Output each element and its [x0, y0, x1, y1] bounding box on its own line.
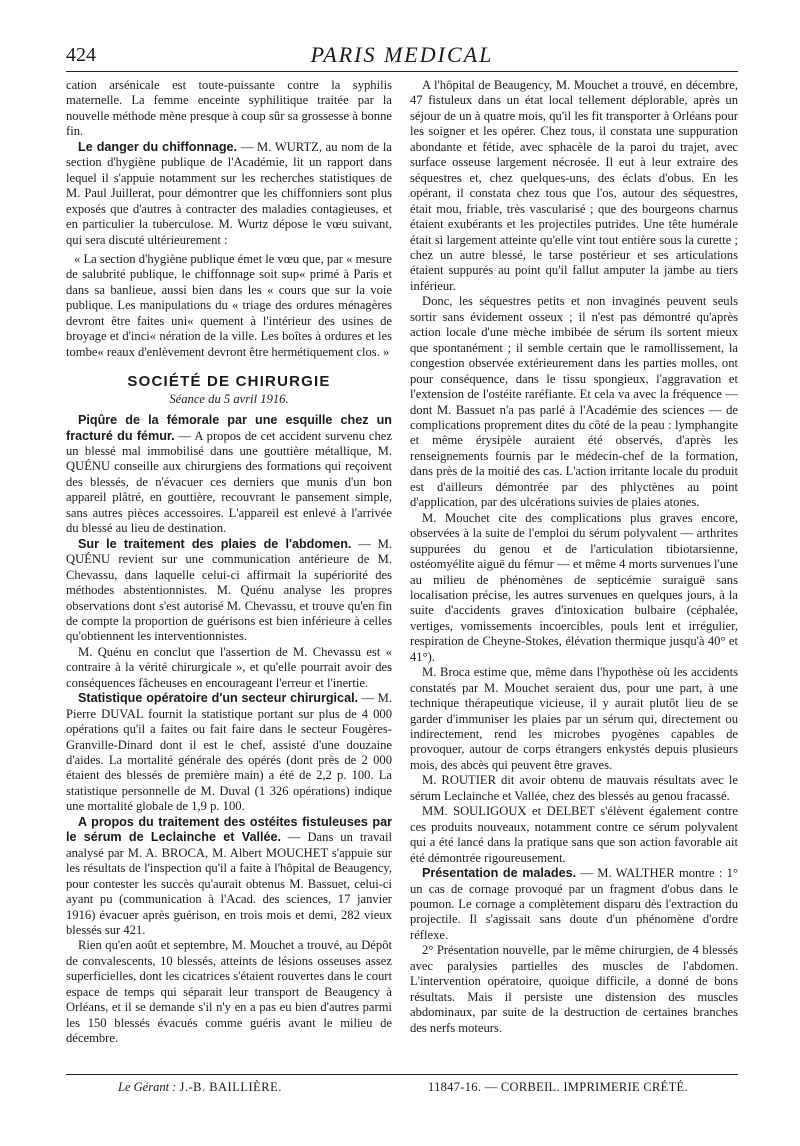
paragraph: cation arsénicale est toute-puissante contre la syphilis maternelle. La femme enceinte syphilitique traitée par la nouvelle méthode mène presque à coup sûr sa grossesse à bonne fin. [66, 78, 392, 139]
paragraph: A l'hôpital de Beaugency, M. Mouchet a trouvé, en décembre, 47 fistuleux dans un état local tellement déplorable, après un séjour de un à quatre mois, qu'il les fit transporter à Orléans pour les soigner et les opérer. Chez tous, il constata une suppuration abondante et fétide, avec sphacèle de la paroi du trajet, avec surface osseuse largement nécrosée. Il eut à leur extraire des séquestres et, chez quelques-uns, des éclats d'obus. En les opérant, il constata chez tous que l'os, autour des séquestres, était mou, friable, très vascularisé ; que des bourgeons charnus étaient exubérants et les projectiles putrides. Une tête humérale était si largement atteinte qu'elle vint tout entière sous la curette ; chez un autre blessé, le tarse postérieur et ses articulations étaient suppurés au point qu'il fallut amputer la jambe au tiers inférieur. [410, 78, 738, 293]
article-heading: Présentation de malades. [422, 866, 577, 881]
header-rule [66, 71, 738, 72]
article-osteites [66, 815, 392, 939]
article-heading: Le danger du chiffonnage. [78, 139, 238, 154]
article-text: — M. WURTZ, au nom de la section d'hygiène publique de l'Académie, lit un rapport dans lequel il s'appuie notamment sur les recherches statistiques de M. Paul Juillerat, pour démontrer que les chiffonniers sont plus exposés que d'autres à contracter des maladies contagieuses, et en particulier la tuberculose. M. Wurtz dépose le vœu suivant, qui sera discuté ultérieurement : [66, 139, 392, 247]
gerant-label: Le Gérant : [118, 1080, 180, 1094]
section-heading: SOCIÉTÉ DE CHIRURGIE [127, 373, 331, 391]
article-abdomen [66, 537, 392, 645]
article-femorale [66, 413, 392, 537]
right-column [410, 78, 738, 1036]
paragraph: M. Broca estime que, même dans l'hypothèse où les accidents constatés par M. Mouchet seraient dus, pour une part, à une technique thérapeutique vicieuse, il y aurait plutôt lieu de se garder d'immuniser les plaies par un sérum qui, directement ou indirectement, rend les microbes pyogènes capables de provoquer, autour de corps étrangers enkystés depuis plusieurs mois, des abcès qui peuvent être graves. [410, 665, 738, 772]
paragraph: Donc, les séquestres petits et non invaginés peuvent seuls sortir sans évidement osseux ; il n'est pas démontré qu'après action locale d'une mèche imbibée de sérum ils sortent mieux que spontanément ; il semble certain que le ramollissement, la congestion observée extérieurement dans les parties molles, ont pour conséquence, dans le tissu spongieux, l'aggravation et l'extension de l'ostéite raréfiante. Et cela va avec la fréquence — dont M. Bassuet n'a pas parlé à l'Académie des sciences — de complications proprement dites du côté de la peau : lymphangite et même érysipèle auraient été observés, d'après les renseignements fournis par le médecin-chef de la formation, dans près de la moitié des cas. L'action irritante locale du produit est d'ailleurs démontrée par des phlyctènes au point d'application, par des ulcérations suivies de plaies atones. [410, 294, 738, 510]
article-chiffonnage [66, 140, 392, 248]
paragraph: MM. SOULIGOUX et DELBET s'élèvent également contre ces produits nouveaux, notamment contre ce sérum polyvalent qui a été lancé dans la pratique sans que son action favorable ait été démontrée rigoureusement. [410, 804, 738, 865]
quoted-resolution: « La section d'hygiène publique émet le vœu que, par « mesure de salubrité publique, le chiffonnage soit sup« primé à Paris et dans sa banlieue, aussi bien dans les « cours que sur la voie publique. Les manipulations du « triage des ordures ménagères devront être faites uni« quement à l'intérieur des usines de broyage et d'inci« nération de la ville. Les boîtes à ordures et les tombe« reaux d'enlèvement devront être hermétiquement clos. » [66, 251, 392, 359]
article-heading: Statistique opératoire d'un secteur chirurgical. [78, 691, 359, 706]
article-heading: A propos du traitement des ostéites fistuleuses par le sérum de Leclainche et Vallée. [66, 814, 392, 845]
article-text: — A propos de cet accident survenu chez un blessé mal immobilisé dans une gouttière métallique, M. QUÉNU conseille aux chirurgiens des formations qui reçoivent des blessés, de n'évacuer ces derniers que munis d'un bon appareil plâtré, en gouttière, recouvrant le pansement simple, sans autres pièces accessoires. L'appareil est enlevé à l'arrivée du blessé au lieu de destination. [66, 428, 392, 536]
article-statistique [66, 691, 392, 815]
paragraph: Rien qu'en août et septembre, M. Mouchet a trouvé, au Dépôt de convalescents, 10 blessés, atteints de lésions osseuses assez superficielles, dont les cicatrices s'étaient rouvertes dans le court espace de temps qui séparait leur transport de Beaugency à Orléans, et il se demande s'il n'y en a pas eu bien d'autres parmi les 150 blessés évacués comme guéris avant le milieu de décembre. [66, 938, 392, 1046]
page-header [66, 42, 738, 72]
page-number: 424 [66, 44, 96, 66]
paragraph: 2° Présentation nouvelle, par le même chirurgien, de 4 blessés avec paralysies partielles des muscles de l'abdomen. L'intervention opératoire, quoique difficile, a donné de bons résultats. Mais il persiste une distension des muscles abdominaux, par suite de la destruction de certaines branches des nerfs moteurs. [410, 943, 738, 1035]
section-date: Séance du 5 avril 1916. [169, 391, 289, 406]
article-heading: Sur le traitement des plaies de l'abdomen. [78, 536, 352, 551]
gerant-name: J.-B. BAILLIÈRE. [179, 1080, 282, 1094]
article-text: — M. QUÉNU revient sur une communication antérieure de M. Chevassu, dans laquelle celui-ci affirmait la supériorité des méthodes abstentionnistes. M. Quénu analyse les propres observations dont s'est autorisé M. Chevassu, et trouve qu'en fin de compte la proportion de guérisons est bien inférieure à celles qu'obtiennent les interventionnistes. [66, 536, 392, 644]
article-text: — M. WALTHER montre : 1° un cas de cornage provoqué par un fragment d'obus dans le poumon. Le cornage a complètement disparu dès l'extraction du projectile. Il s'agissait sans doute d'un phénomène d'ordre réflexe. [410, 866, 738, 942]
article-presentation [410, 866, 738, 943]
running-title: PARIS MEDICAL [310, 42, 494, 67]
left-column [66, 78, 392, 1047]
paragraph: M. ROUTIER dit avoir obtenu de mauvais résultats avec le sérum Leclainche et Vallée, chez des blessés au genou fracassé. [410, 773, 738, 803]
paragraph: M. Quénu en conclut que l'assertion de M. Chevassu est « contraire à la vérité chirurgicale », et qu'elle pourrait avoir des conséquences fâcheuses en encourageant l'erreur et l'inertie. [66, 644, 392, 690]
footer-rule [66, 1074, 738, 1075]
footer-imprint: 11847-16. — CORBEIL. IMPRIMERIE CRÉTÉ. [428, 1080, 688, 1094]
article-text: — M. Pierre DUVAL fournit la statistique portant sur plus de 4 000 opérations qu'il a faites ou fait faire dans le secteur Fougères-Granville-Dinard dont il est le chef, assisté d'une douzaine d'aides. La mortalité générale des opérés (dont près de 2 000 étaient des blessés de première main) a été de 2,2 p. 100. La statistique personnelle de M. Duval (1 326 opérations) indique une mortalité globale de 1,9 p. 100. [66, 691, 392, 814]
article-heading: Piqûre de la fémorale par une esquille chez un fracturé du fémur. [66, 413, 392, 443]
article-text: — Dans un travail analysé par M. A. BROCA, M. Albert MOUCHET s'appuie sur les résultats de l'inspection qu'il a faite à l'hôpital de Beaugency, pour contester les succès qu'aurait obtenus M. Bassuet, celui-ci ayant pu (communication à l'Acad. des sciences, 17 janvier 1916) évacuer après guérison, en trois mois et demi, 282 vieux blessés sur 421. [66, 830, 392, 938]
paragraph: M. Mouchet cite des complications plus graves encore, observées à la suite de l'emploi du sérum polyvalent — arthrites suppurées du genou et de l'articulation tibiotarsienne, ostéomyélite aiguë du fémur — et même 4 morts survenues l'une au milieu de phénomènes de septicémie suraiguë sans localisation précise, les autres survenues en quelques jours, à la suite d'accidents graves d'intoxication bulbaire (céphalée, vertiges, vomissements incoercibles, pouls lent et irrégulier, respiration de Cheyne-Stokes, élévation thermique jusqu'à 40° et 41°). [410, 510, 738, 664]
footer-gerant [118, 1080, 282, 1095]
